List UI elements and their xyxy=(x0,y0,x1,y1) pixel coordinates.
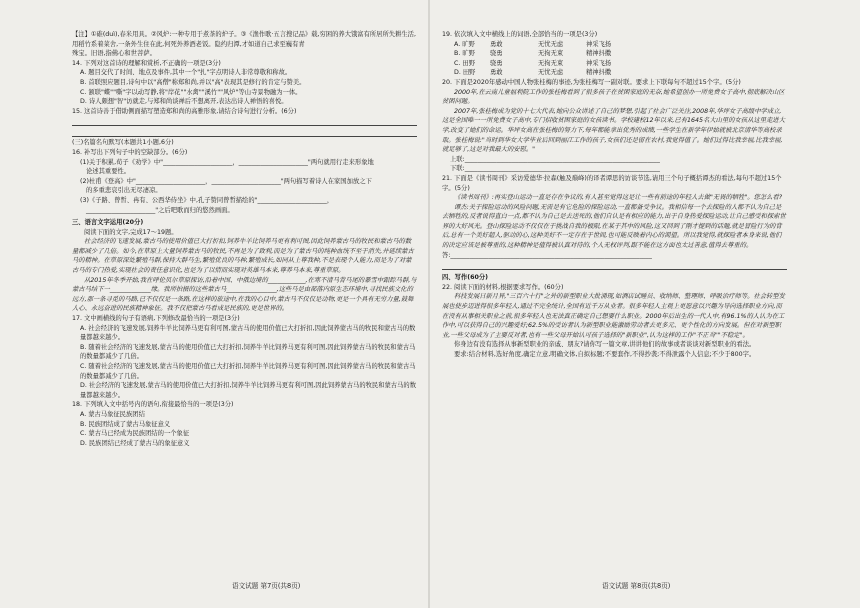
question-22: 22. 阅读下面的材料,根据要求写作。(60分) xyxy=(442,283,564,291)
q19-cell: B. 旷野 xyxy=(454,50,475,58)
q18-option-c: C. 蒙古马已经成为民族团结的一个象征 xyxy=(80,430,190,438)
q19-cell: D. 田野 xyxy=(454,69,476,77)
page-divider xyxy=(428,0,430,608)
q17-option-a: A. 社会经济的飞速发展,饲养牛羊比饲养马更有利可图,蒙古马的使用价值已大打折扣,因此饲养蒙古马的牧民和蒙古马的数量都越来越少。 xyxy=(80,324,416,342)
answer-line xyxy=(72,127,417,137)
answer-line xyxy=(72,116,417,126)
q19-cell: 勇敢 xyxy=(490,40,503,48)
q19-option-row xyxy=(442,59,787,69)
passage-paragraph: 2000年,在云南儿童福利院工作的张桂梅看到了很多孩子在贫困家庭的无奈,她希望创办一所免费女子高中,彻底解决山区贫困问题。 xyxy=(442,88,785,106)
reading-instruction: 阅读下面的文字,完成17～19题。 xyxy=(84,228,178,236)
question-15: 15. 这首诗善于借助侧面描写塑造郑和尚的高雅形象,请结合诗句进行分析。(6分) xyxy=(72,107,297,115)
q18-option-b: B. 民族团结成了蒙古马象征意义 xyxy=(80,420,171,428)
q17-option-c: C. 随着社会经济的飞速发展,蒙古马的使用价值已大打折扣,饲养牛羊比饲养马更有利可图,因此饲养蒙古马的牧民和蒙古马的数量都减少了几倍。 xyxy=(80,363,416,380)
passage-paragraph: 从2015年冬季开始,我在呼伦贝尔草原探访,沿着中国、中俄边境的____________,在寒不清马背马尾的暴雪中跟踪马群,与蒙古马结下一_____________缘。我所拍摄的这些蒙古马________________,这些马是由部落内原生态环境中,寻找民族文化的远方,那一条寻觅的马路,已不仅仅是一条路,在这样的旅途中,在我的心目中,蒙古马不仅仅是动物,更是一个具有无穷力量,鼓舞人心、永远奋进的民族精神象征。我不仅把蒙古马看成是民族的,更是世界的。 xyxy=(72,276,417,313)
q18-option-d: D. 民族团结已经成了蒙古马的象征意义 xyxy=(80,439,190,447)
q19-cell: 精神抖擞 xyxy=(586,69,612,77)
q19-option-row xyxy=(442,40,787,50)
answer-line xyxy=(442,260,787,270)
q16-item-1-cont: 论述其重要性。 xyxy=(86,168,131,176)
section-heading: (三)名篇名句默写(本题共1小题,6分) xyxy=(72,139,174,147)
q16-item-2-cont: 的多重悲哀引出无尽凄凉。 xyxy=(86,187,162,195)
q14-option-c: C. 颔联"蝶""嘶"字以动写静,将"岸花""水禽""溪竹""风炉"等山寺景物融为一体。 xyxy=(80,88,302,96)
lower-couplet-line: 下联:______________________________________________________________ xyxy=(450,165,660,173)
q16-item-1: (1)关于积累,荀子《劝学》中"______________________，______________________"两句就用行走来形象地 xyxy=(80,158,374,166)
writing-prompt: 你身边有没有选择从事新型职业的亲戚、朋友?请你写一篇文章,讲讲他们的故事或者谈谈对新型职业的看法。 xyxy=(454,341,756,349)
writing-requirements: 要求:结合材料,选好角度,确定立意,明确文体,自拟标题;不要套作,不得抄袭;不得泄露个人信息;不少于800字。 xyxy=(454,351,756,358)
q19-cell: 精神抖擞 xyxy=(586,50,612,58)
q19-cell: A. 旷野 xyxy=(454,40,475,48)
question-19: 19. 依次填入文中横线上的词语,全部恰当的一项是(3分) xyxy=(442,31,598,38)
note-text: 【注】①碓(duì),春米用具。②风炉:一种专用于煮茶的炉子。③《渔作歌·五言搜记品》载,穷困的养大饿富有所居所失耕生活,用稻竹系着菜舍,一条外生住在此,何死外养酒老饭。隐约归潭,才如道自己求至巍有青 xyxy=(72,31,416,48)
right-page xyxy=(442,30,787,360)
q19-cell: 无拘无束 xyxy=(538,59,564,67)
passage-paragraph: 谭杰:关于探险运动的风险问题,无需是有它危险的探险运动,一直都备受争议。我相信每一个去探险的人都不认为自己是去牺牲的,反者说得直白一点,都不认为自己是去送死的,他们自认是有相应的能力,出于自身热爱探险运动,让自己感受和探索世界的大好风光。登山探险运动不仅仅在于挑战自我的极限,在某于其中的风险,这又回到了刚才提到的话题,就是冒险行为的背后,总有一个美好超人,驱动的心,这种美好不一定存在于世间,也可能反映着内心的渴望。所以我觉得,就探险者本身来说,他们的决定应该是被尊重的,这种精神是值得被认真对待的,个人无权评判,跟不能在这方面也太过善意,值得去尊重的。 xyxy=(442,203,786,250)
section-heading: 三、语言文字运用(20分) xyxy=(72,219,144,227)
note-text-2: 殊宝。旧语,指佛心和世菩萨。 xyxy=(72,50,156,58)
q19-cell: 神采飞扬 xyxy=(586,59,612,67)
q19-option-row xyxy=(442,68,787,78)
answer-line-label: 答:________________________________________________________________ xyxy=(442,251,652,259)
q19-cell: 勇敢 xyxy=(490,69,503,77)
q14-option-b: B. 首联照应题目,诗句中以"高僧"称郑和尚,并以"高"表现其是修行的肯定与赞美。 xyxy=(80,78,306,86)
q17-option-b: B. 随着社会经济的飞速发展,蒙古马的使用价值已大打折扣,饲养牛羊比饲养马更有利可图,因此饲养蒙古马的牧民和蒙古马的数量都减少了几倍。 xyxy=(80,343,416,361)
question-20: 20. 下面是2020年感动中国人物张桂梅的事迹,为张桂梅写一副对联。要求上下联每句不超过15个字。(5分) xyxy=(442,78,741,86)
question-16: 16. 补写出下列句子中的空缺部分。(6分) xyxy=(72,148,188,156)
page-footer: 语文试题 第8页(共8页) xyxy=(602,582,671,590)
upper-couplet-line: 上联:______________________________________________________________ xyxy=(450,155,660,163)
question-17: 17. 文中画横线的句子有语病,下列修改最恰当的一项是(3分) xyxy=(72,315,240,323)
left-page xyxy=(72,30,417,448)
passage-paragraph: 社会经济的飞速发展,蒙古马的使用价值已大打折扣,饲养牛羊比饲养马更有利可图,因此饲养蒙古马的牧民和蒙古马的数量都减少了几倍。如今,在草原上大量饲养蒙古马的牧民,不再是为了致利,而是为了蒙古马的纯种血统不至于消失,并延续蒙古马的精神。在草原深处繁殖马群,保持大群马生,繁殖优良的马种,繁殖成长,如同从上尊我种,不是表现个人能力,而是为了对蒙古马的专门热爱,实现社会的责任意识化,也是为了以情而实现对英雄马本来,尊养马本来,尊重草原。 xyxy=(72,238,414,275)
q19-cell: 骁勇 xyxy=(490,59,503,67)
q19-cell: 神采飞扬 xyxy=(586,40,612,48)
q14-option-a: A. 题目交代了时间、地点及事件,其中一个"扎"字点明诗人非常尊敬和称故。 xyxy=(80,69,292,77)
passage-paragraph: 科技发展日新月异,"三百六十行"之外的新型职业大批涌现,如酒店试睡员、收纳师、整理师、呼吸治疗师等。社会转型发展也使步迈进得很多年轻人,通过不完全统计,全国有近千万从业者。很多年轻人主观上更愿意以兴趣为导向选择职业方向,而在没有从事相关职业之前,很多年轻人也无法真正确定自己想要什么职业。2000年后出生的一代人中,有96.1%的人认为在工作中,可以获得自己的兴趣爱好;62.5%的受访者认为新型职业能激励劳动者去更多元、更个性化的方向发展。但在对新型职业,一些父母成为了主要反对者,也有一些父母开始认可孩子选择的"新职业",认为这样的工作"不正当""不稳定"。 xyxy=(442,293,785,339)
q16-item-3: (3)《子路、曾皙、冉有、公西华侍坐》中,孔子赞同曾晳描绘的"______________________， xyxy=(80,196,334,204)
section-heading: 四、写作(60分) xyxy=(442,274,489,282)
question-21: 21. 下面是《读书周刊》采访爱德华·拉森(触及巅峰)的译者谭思的访谈节选,请用三个句子概括谭杰的看法,每句不超过15个字。(5分) xyxy=(442,174,782,192)
q18-option-a: A. 蒙古马象征民族团结 xyxy=(80,410,145,418)
passage-paragraph: 2007年,张桂梅成为党的十七大代表,她向公众讲述了自己的梦想,引起了社会广泛关注,2008年,华坪女子高级中学成立,这是全国唯一一所免费女子高中,专门招收贫困家庭的女孩读书。学校建校12年以来,已有1645名大山里的女孩从这里走进大学,改变了她们的命运。华坪女高在张桂梅的努力下,每年都能拿出优秀的成绩,一些学生在新学年伊始就被北京清华等高校录取。张桂梅说:"当时到华女大学毕业后回到丽江工作的孩子,女孩们还是留在农村,我觉得值了。她们过得比我幸福,比我幸福,就足够了,这是对我最大的安慰。" xyxy=(442,107,785,154)
question-14: 14. 下列对这首诗的理解和赏析,不正确的一项是(3分) xyxy=(72,59,221,67)
q19-cell: 无忧无虑 xyxy=(538,40,564,48)
q19-cell: C. 田野 xyxy=(454,59,475,67)
q19-option-row xyxy=(442,49,787,59)
q19-options xyxy=(442,40,787,78)
page-footer: 语文试题 第7页(共8页) xyxy=(232,582,301,590)
q17-option-d: D. 社会经济的飞速发展,蒙古马的使用价值已大打折扣,饲养牛羊比饲养马更有利可图,因此饲养蒙古马的牧民和蒙古马的数量都越来越少。 xyxy=(80,382,416,399)
question-18: 18. 下列填入文中括号内的语句,衔接最恰当的一项是(3分) xyxy=(72,401,234,409)
q16-item-3-cont: ______________________"之后吧歌而归的悠然画面。 xyxy=(86,206,234,214)
passage-paragraph: 《读书周刊》:再实登山运动一直是存在争议的,有人甚至觉得这是让一些有前途的年轻人去做"无畏的牺牲"。您怎么看? xyxy=(454,194,783,202)
q19-cell: 无忧无虑 xyxy=(538,69,564,77)
q16-item-2: (2)杜甫《登高》中"______________________，______________________"两句描写着诗人在家国加放之下 xyxy=(80,177,372,185)
q19-cell: 骁勇 xyxy=(490,50,503,58)
q14-option-d: D. 诗人颇想"智"访就走,与郑和尚谈禅后不想离开,表达出诗人禅悟的喜悦。 xyxy=(80,98,288,106)
q19-cell: 无拘无束 xyxy=(538,50,564,58)
